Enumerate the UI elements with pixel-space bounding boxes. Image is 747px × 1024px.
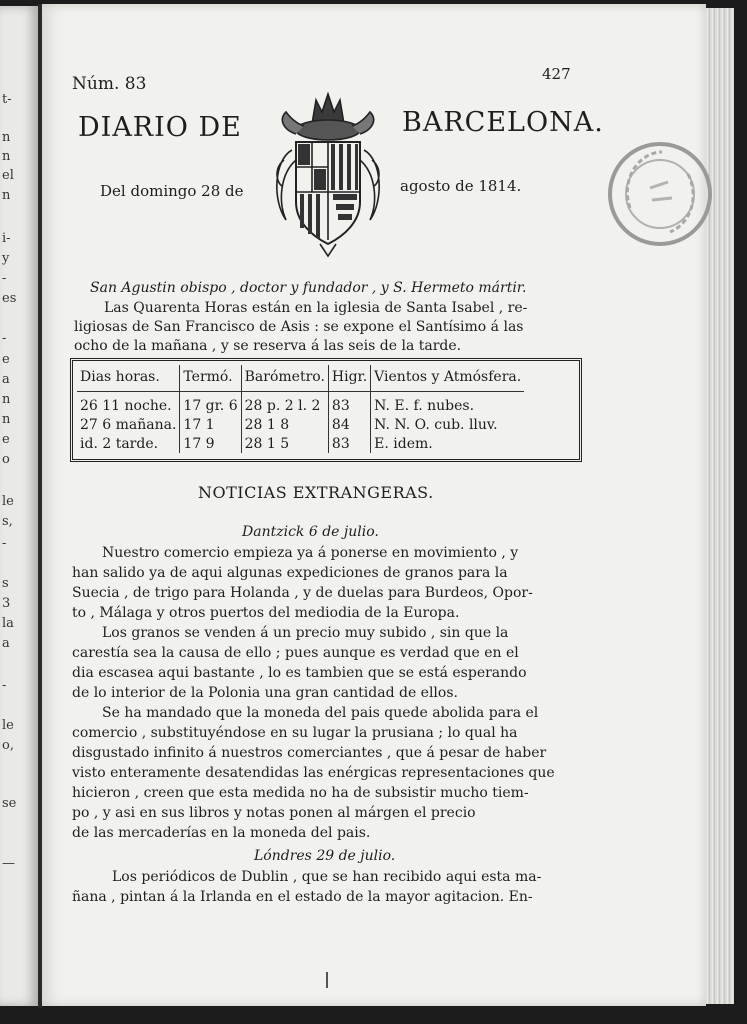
- left-page-fragment: -: [2, 331, 7, 346]
- table-row: [77, 434, 524, 453]
- dateline-dantzick: Dantzick 6 de julio.: [242, 524, 379, 540]
- left-page-fragment: -: [2, 271, 7, 286]
- article-line: comercio , substituyéndose en su lugar la prusiana ; lo qual ha: [72, 725, 518, 741]
- table-cell: N. E. f. nubes.: [371, 392, 525, 416]
- table-cell: id. 2 tarde.: [80, 435, 159, 452]
- left-page-fragment: la: [2, 616, 14, 631]
- article-line: han salido ya de aqui algunas expediciones de granos para la: [72, 565, 508, 581]
- left-page-fragment: n: [2, 188, 11, 203]
- left-page-fragment: y: [2, 251, 10, 266]
- left-page-fragment: e: [2, 352, 10, 367]
- table-cell: 26 11 noche.: [80, 397, 172, 414]
- saints-of-the-day: San Agustin obispo , doctor y fundador , y S. Hermeto mártir.: [90, 280, 527, 296]
- left-page-fragment: i-: [2, 231, 11, 246]
- article-line: de lo interior de la Polonia una gran cantidad de ellos.: [72, 685, 458, 701]
- left-page-fragment: s: [2, 576, 9, 591]
- table-cell: 84: [328, 415, 370, 434]
- page-number: 427: [542, 65, 571, 83]
- forty-hours-line: ocho de la mañana , y se reserva á las seis de la tarde.: [74, 338, 462, 354]
- forty-hours-line: ligiosas de San Francisco de Asis : se expone el Santísimo á las: [74, 319, 524, 335]
- column-header-winds-atmosphere: Vientos y Atmósfera.: [371, 365, 525, 392]
- table-cell: N. N. O. cub. lluv.: [371, 415, 525, 434]
- article-line: dia escasea aqui bastante , lo es tambien que se está esperando: [72, 665, 527, 681]
- table-cell: 17 9: [180, 434, 241, 453]
- left-page-fragment: le: [2, 718, 14, 733]
- column-header-barometer: Barómetro.: [241, 365, 328, 392]
- left-page-fragment: n: [2, 149, 11, 164]
- article-line: Nuestro comercio empieza ya á ponerse en movimiento , y: [102, 545, 519, 561]
- dateline-londres: Lóndres 29 de julio.: [254, 848, 396, 864]
- forty-hours-line: Las Quarenta Horas están en la iglesia de Santa Isabel , re-: [104, 300, 528, 316]
- left-page-fragment: se: [2, 796, 17, 811]
- article-line: Los granos se venden á un precio muy subido , sin que la: [102, 625, 509, 641]
- article-line: ñana , pintan á la Irlanda en el estado de la mayor agitacion. En-: [72, 889, 533, 905]
- article-line: Los periódicos de Dublin , que se han recibido aqui esta ma-: [112, 869, 542, 885]
- left-page-fragment: -: [2, 536, 7, 551]
- issue-date-left: Del domingo 28 de: [100, 182, 244, 200]
- table-cell: 83: [328, 434, 370, 453]
- left-page-fragment: el: [2, 168, 14, 183]
- left-page-fragment: n: [2, 412, 11, 427]
- weather-table: [70, 358, 582, 462]
- table-cell: 28 1 8: [241, 415, 328, 434]
- left-page-fragment: —: [2, 856, 15, 871]
- table-row: [77, 392, 524, 416]
- left-page-fragment: n: [2, 392, 11, 407]
- masthead-title-right: BARCELONA.: [402, 107, 604, 138]
- article-line: carestía sea la causa de ello ; pues aunque es verdad que en el: [72, 645, 519, 661]
- left-page-fragment: le: [2, 494, 14, 509]
- left-page-fragment: e: [2, 432, 10, 447]
- issue-date-right: agosto de 1814.: [400, 177, 522, 195]
- barcelona-coat-of-arms-icon: [270, 90, 386, 258]
- left-page-fragment: n: [2, 130, 11, 145]
- masthead-title-left: DIARIO DE: [78, 112, 242, 143]
- table-cell: 28 p. 2 l. 2: [241, 392, 328, 416]
- left-page-fragment: es: [2, 291, 17, 306]
- left-page-fragment: o: [2, 452, 10, 467]
- left-page-fragment: t-: [2, 92, 12, 107]
- article-line: to , Málaga y otros puertos del mediodia de la Europa.: [72, 605, 460, 621]
- table-cell: E. idem.: [371, 434, 525, 453]
- article-line: hicieron , creen que esta medida no ha de subsistir mucho tiem-: [72, 785, 529, 801]
- article-line: Suecia , de trigo para Holanda , y de duelas para Burdeos, Opor-: [72, 585, 533, 601]
- article-line: de las mercaderías en la moneda del pais.: [72, 825, 371, 841]
- newspaper-page: [42, 4, 706, 1006]
- article-line: visto enteramente desatendidas las enérgicas representaciones que: [72, 765, 555, 781]
- fold-mark: [326, 972, 328, 988]
- table-cell: 27 6 mañana.: [80, 416, 177, 433]
- left-page-fragment: o,: [2, 738, 14, 753]
- left-page-margin: [0, 6, 38, 1006]
- column-header-thermometer: Termó.: [180, 365, 241, 392]
- left-page-fragment: a: [2, 636, 10, 651]
- table-cell: 17 gr. 6: [180, 392, 241, 416]
- left-page-fragment: 3: [2, 596, 11, 611]
- section-heading: NOTICIAS EXTRANGERAS.: [198, 483, 434, 502]
- article-line: disgustado infinito á nuestros comerciantes , que á pesar de haber: [72, 745, 547, 761]
- left-page-fragment: a: [2, 372, 10, 387]
- left-page-fragment: -: [2, 678, 7, 693]
- table-cell: 17 1: [180, 415, 241, 434]
- table-cell: 83: [328, 392, 370, 416]
- library-stamp-icon: [590, 118, 718, 268]
- left-page-fragment: s,: [2, 514, 13, 529]
- table-row: [77, 415, 524, 434]
- column-header-days-hours: Dias horas.: [77, 365, 180, 392]
- weather-table-grid: [77, 365, 524, 453]
- weather-table-header-row: [77, 365, 524, 392]
- issue-number: Núm. 83: [72, 74, 147, 94]
- column-header-hygrometer: Higr.: [328, 365, 370, 392]
- article-line: Se ha mandado que la moneda del pais quede abolida para el: [102, 705, 539, 721]
- article-line: po , y asi en sus libros y notas ponen al márgen el precio: [72, 805, 476, 821]
- table-cell: 28 1 5: [241, 434, 328, 453]
